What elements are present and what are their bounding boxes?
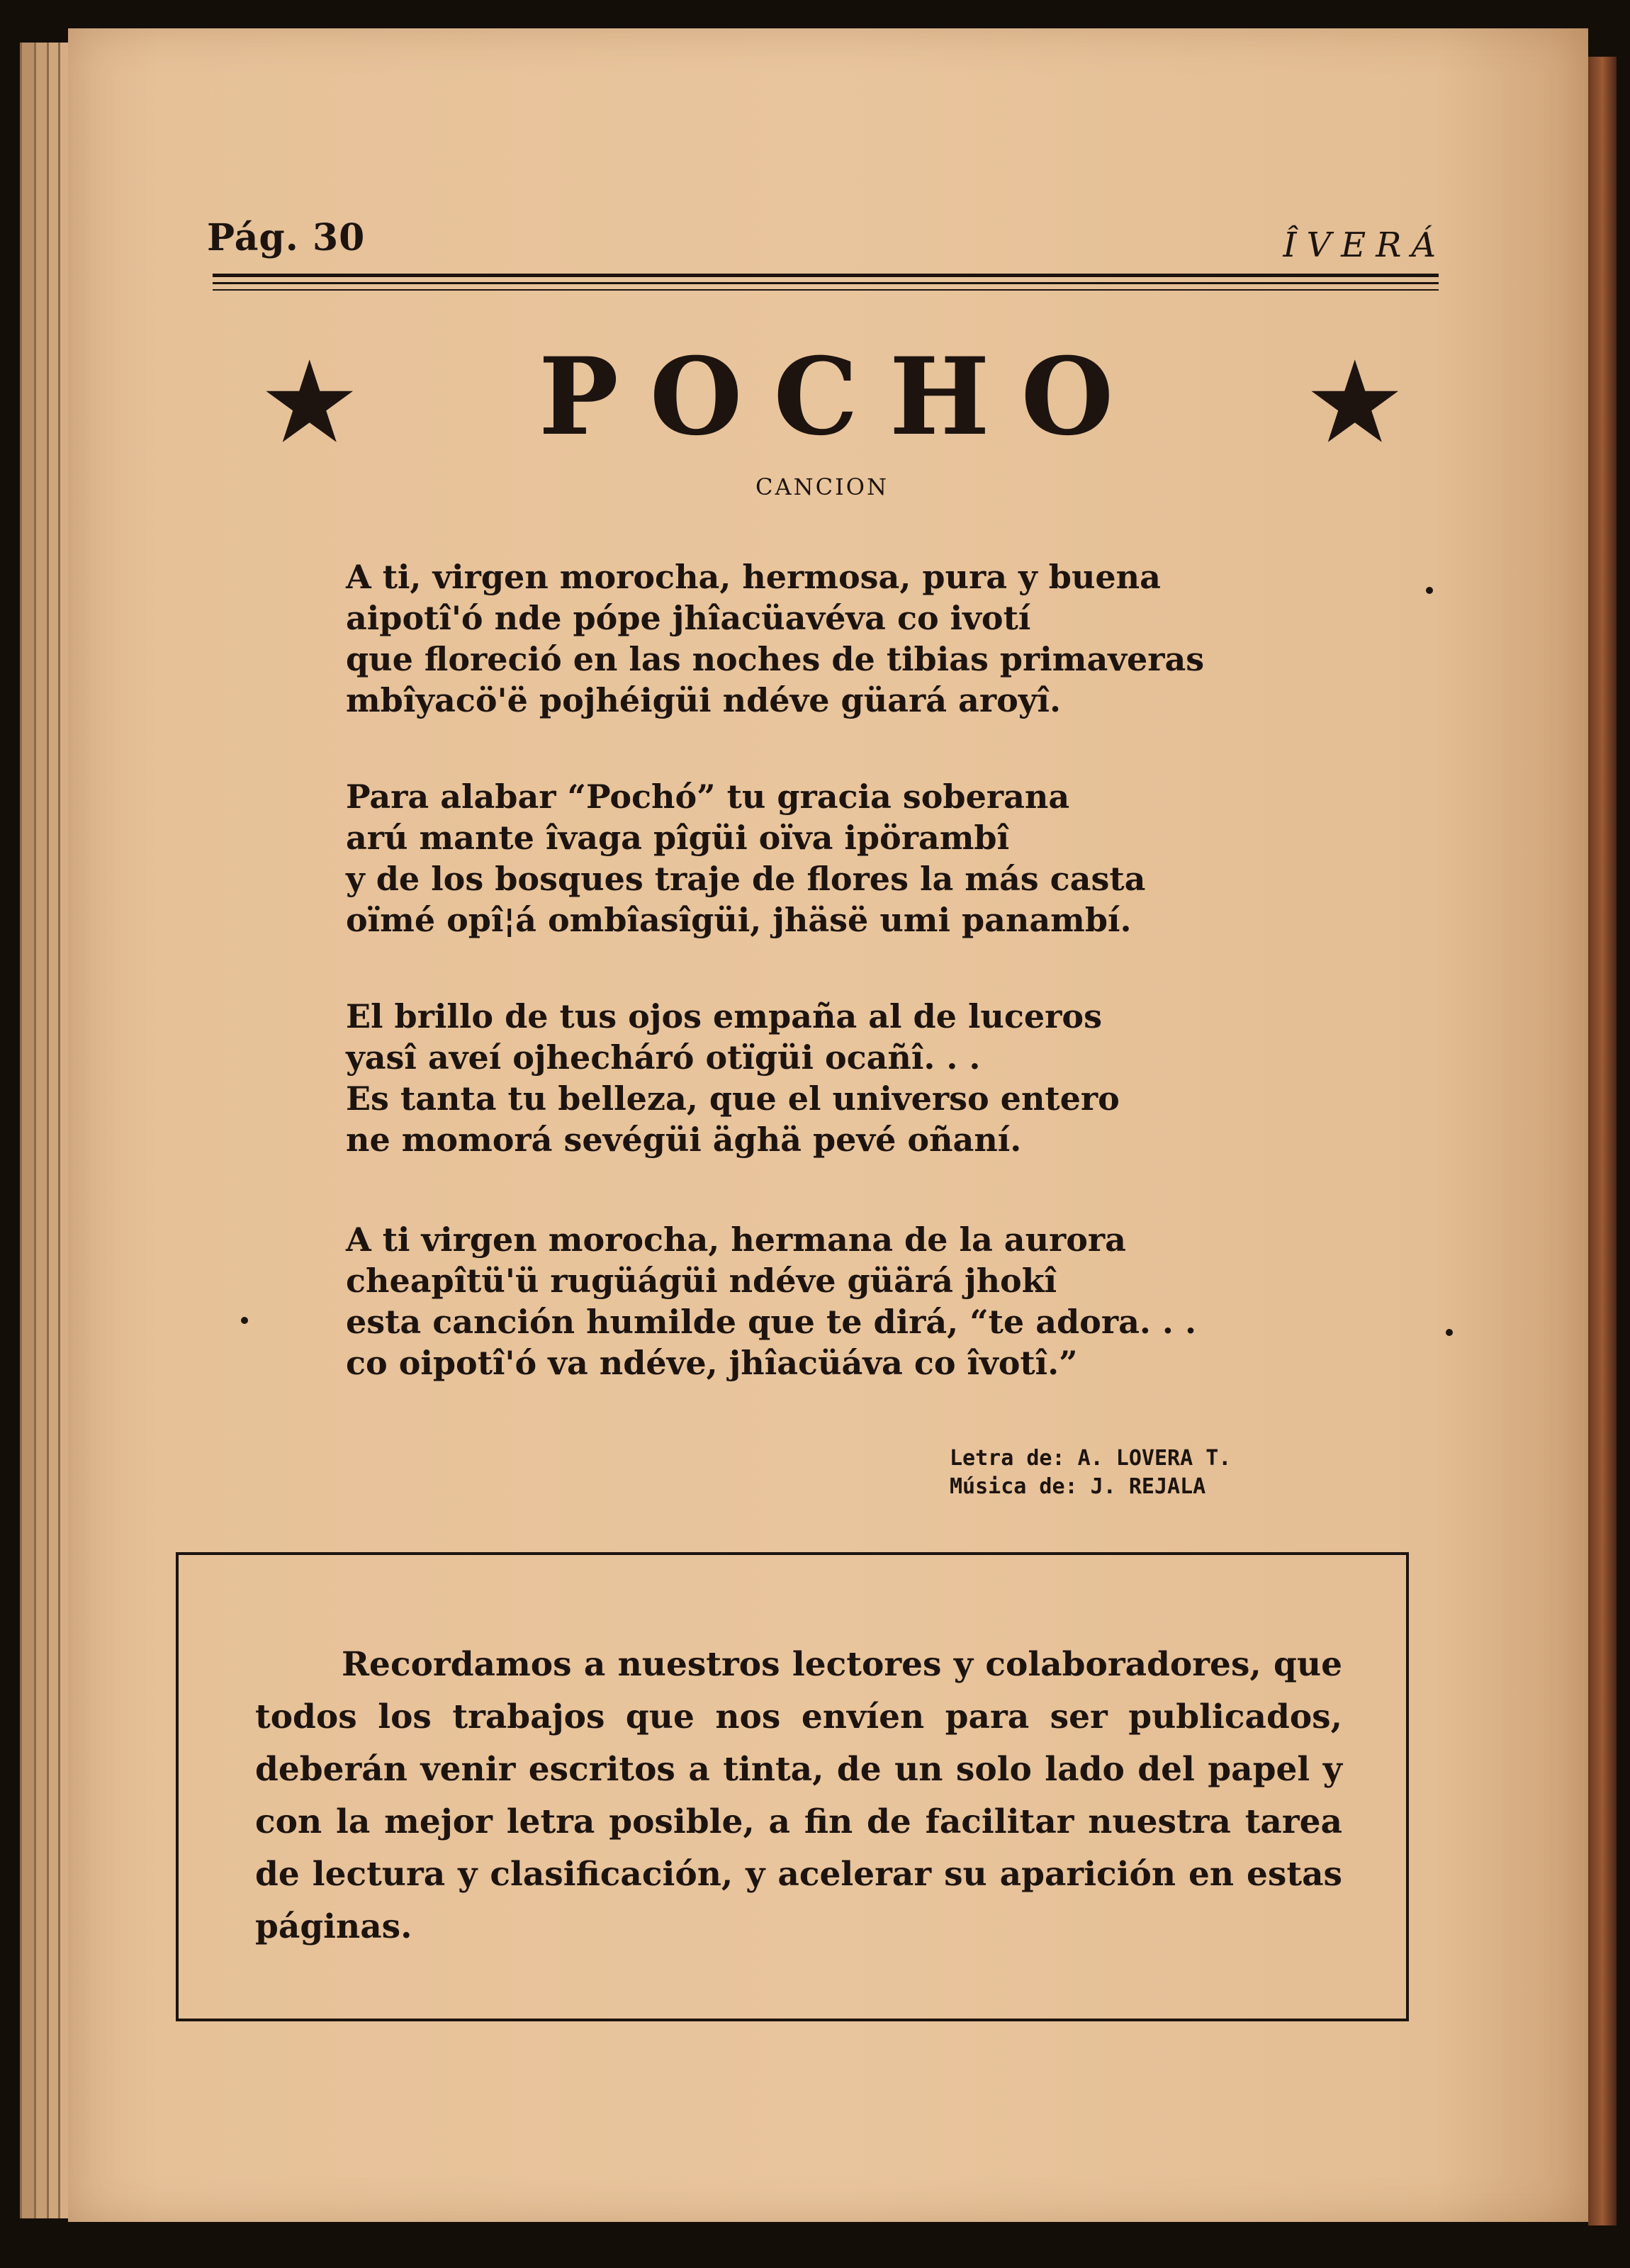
verse-line: arú mante îvaga pîgüi oïva ipörambî	[346, 819, 1010, 857]
verse-line: y de los bosques traje de flores la más casta	[346, 860, 1146, 898]
stanza	[346, 996, 1267, 1160]
stanza	[346, 1219, 1267, 1383]
ink-speck	[1426, 587, 1433, 594]
stanza	[346, 776, 1267, 941]
song-subtitle: CANCION	[755, 473, 889, 500]
verse-line: A ti, virgen morocha, hermosa, pura y buena	[346, 558, 1161, 596]
star-icon: ★	[259, 336, 361, 468]
verse-line: mbîyacö'ë pojhéigüi ndéve güará aroyî.	[346, 681, 1061, 719]
star-icon: ★	[1304, 336, 1406, 468]
verse-line: A ti virgen morocha, hermana de la aurora	[346, 1220, 1126, 1259]
verse-line: co oipotî'ó va ndéve, jhîacüáva co îvotî.”	[346, 1344, 1078, 1382]
verse-line: esta canción humilde que te dirá, “te adora. . .	[346, 1303, 1196, 1341]
verse-line: Para alabar “Pochó” tu gracia soberana	[346, 777, 1070, 816]
binding-edge	[1588, 57, 1617, 2225]
verse-line: aipotî'ó nde pópe jhîacüavéva co ivotí	[346, 599, 1031, 637]
ink-speck	[241, 1317, 248, 1324]
ink-speck	[1446, 1329, 1453, 1336]
verse-line: yasî aveí ojhecháró otïgüi ocañî. . .	[346, 1038, 981, 1077]
header-rule	[213, 282, 1439, 284]
header-rule	[213, 274, 1439, 277]
verse-line: cheapîtü'ü rugüágüi ndéve güärá jhokî	[346, 1262, 1057, 1300]
verse-line: El brillo de tus ojos empaña al de luceros	[346, 997, 1102, 1035]
lyrics-credit: Letra de: A. LOVERA T.	[950, 1446, 1232, 1471]
song-title: POCHO	[539, 335, 1145, 459]
header-rule	[213, 289, 1439, 291]
song-credits	[950, 1444, 1347, 1501]
music-credit: Música de: J. REJALA	[950, 1474, 1206, 1499]
stanza	[346, 556, 1267, 721]
verse-line: oïmé opî¦á ombîasîgüi, jhäsë umi panambí.	[346, 901, 1132, 939]
verse-line: que floreció en las noches de tibias primaveras	[346, 640, 1205, 678]
verse-line: Es tanta tu belleza, que el universo entero	[346, 1079, 1120, 1118]
notice-text: Recordamos a nuestros lectores y colaboradores, que todos los trabajos que nos envíen para ser publicados, deberán venir escritos a tinta, de un solo lado del papel y con la mejor letra posible, a fin de facilitar nuestra tarea de lectura y clasificación, y acelerar su aparición en estas páginas.	[255, 1645, 1342, 1946]
verse-line: ne momorá sevégüi äghä pevé oñaní.	[346, 1121, 1022, 1159]
page-number: Pág. 30	[207, 216, 366, 259]
notice-box	[176, 1552, 1409, 2021]
journal-name: ÎVERÁ	[1283, 225, 1446, 265]
